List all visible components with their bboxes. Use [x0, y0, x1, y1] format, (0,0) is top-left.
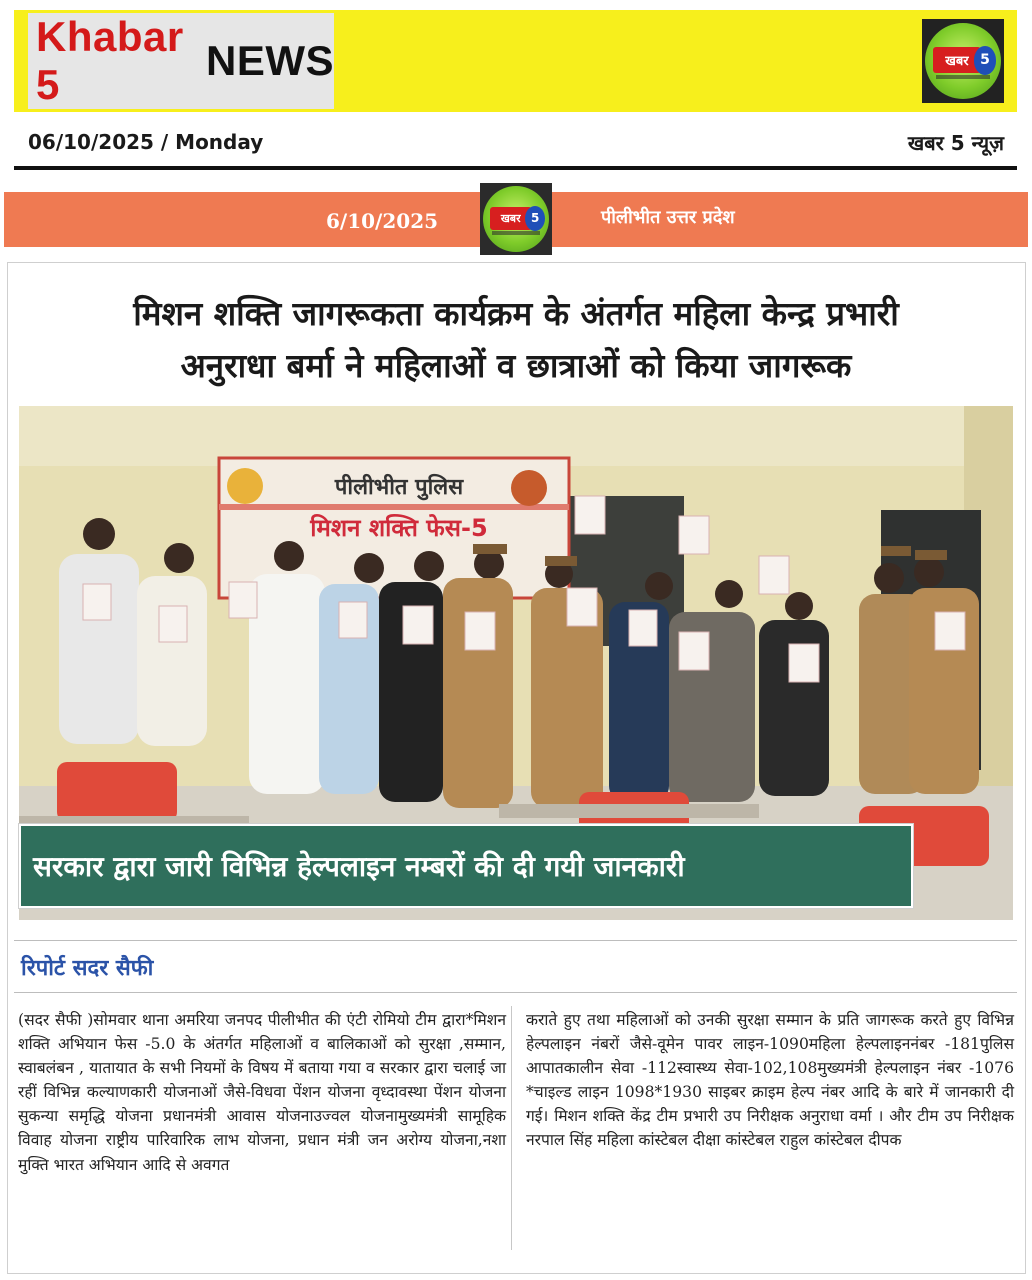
photo-caption: [19, 824, 913, 908]
edition-date: 06/10/2025 / Monday: [28, 130, 264, 154]
logo-word: खबर: [933, 47, 982, 73]
caption-text: सरकार द्वारा जारी विभिन्न हेल्पलाइन नम्बरों की दी गयी जानकारी: [33, 850, 685, 883]
article-headline: [20, 288, 1012, 392]
logo-number: 5: [525, 206, 545, 231]
band-logo-frame: [480, 183, 552, 255]
band-date: 6/10/2025: [326, 209, 439, 233]
brand-name-news: NEWS: [206, 37, 334, 84]
brand-wordmark[interactable]: [28, 13, 334, 109]
byline-divider: [14, 992, 1017, 993]
column-divider: [511, 1006, 512, 1250]
article-body-left: (सदर सैफी )सोमवार थाना अमरिया जनपद पीलीभीत की एंटी रोमियो टीम द्वारा*मिशन शक्ति अभियान फेस -5.0 के अंतर्गत महिलाओं व बालिकाओं को सुरक्षा ,सम्मान, स्वाबलंबन , यातायात के सभी नियमों के विषय में बताया गया व सरकार द्वारा चलाई जा रहीं विभिन्न कल्याणकारी योजनाओं जैसे-विधवा पेंशन योजना वृध्दावस्था पेंशन योजना सुकन्या समृद्धि योजना प्रधानमंत्री आवास योजनाउज्वल योजनामुख्यमंत्री सामूहिक विवाह योजना राष्ट्रीय पारिवारिक लाभ योजना, प्रधान मंत्री जन अरोग्य योजना,नशा मुक्ति भारत अभियान आदि से अवगत: [18, 1011, 506, 1174]
khabar5-logo-icon: [925, 23, 1001, 99]
headline-line-2: अनुराधा बर्मा ने महिलाओं व छात्राओं को किया जागरूक: [180, 346, 852, 385]
logo-number: 5: [974, 46, 997, 75]
logo-word: खबर: [490, 207, 532, 229]
section-divider: [14, 940, 1017, 941]
brand-name-red: Khabar 5: [36, 13, 184, 108]
banner-subtitle: मिशन शक्ति फेस-5: [310, 514, 488, 542]
header-logo-frame[interactable]: [922, 19, 1004, 103]
khabar5-logo-icon: [483, 186, 549, 252]
masthead: [14, 10, 1017, 112]
logo-tagline-bar: [492, 231, 540, 235]
logo-tagline-bar: [936, 75, 991, 80]
headline-line-1: मिशन शक्ति जागरूकता कार्यक्रम के अंतर्गत महिला केन्द्र प्रभारी: [133, 294, 899, 333]
header-divider: [14, 166, 1017, 170]
article-body-right: कराते हुए तथा महिलाओं को उनकी सुरक्षा सम्मान के प्रति जागरूक करते हुए विभिन्न हेल्पलाइन नंबरों जैसे-वूमेन पावर लाइन-1090महिला हेल्पलाइननंबर -181पुलिस आपातकालीन सेवा -112स्वास्थ्य सेवा-102,108मुख्यमंत्री हेल्पलाइन नंबर -1076 *चाइल्ड लाइन 1098*1930 साइबर क्राइम हेल्प नंबर आदि के बारे में जानकारी दी गई। मिशन शक्ति केंद्र टीम प्रभारी उप निरीक्षक अनुराधा वर्मा । और टीम उप निरीक्षक नरपाल सिंह महिला कांस्टेबल दीक्षा कांस्टेबल राहुल कांस्टेबल दीपक: [526, 1011, 1014, 1150]
edition-brand-hindi: खबर 5 न्यूज़: [907, 131, 1004, 155]
band-location: पीलीभीत उत्तर प्रदेश: [601, 207, 735, 228]
banner-title: पीलीभीत पुलिस: [334, 475, 464, 500]
byline: रिपोर्ट सदर सैफी: [21, 956, 154, 981]
